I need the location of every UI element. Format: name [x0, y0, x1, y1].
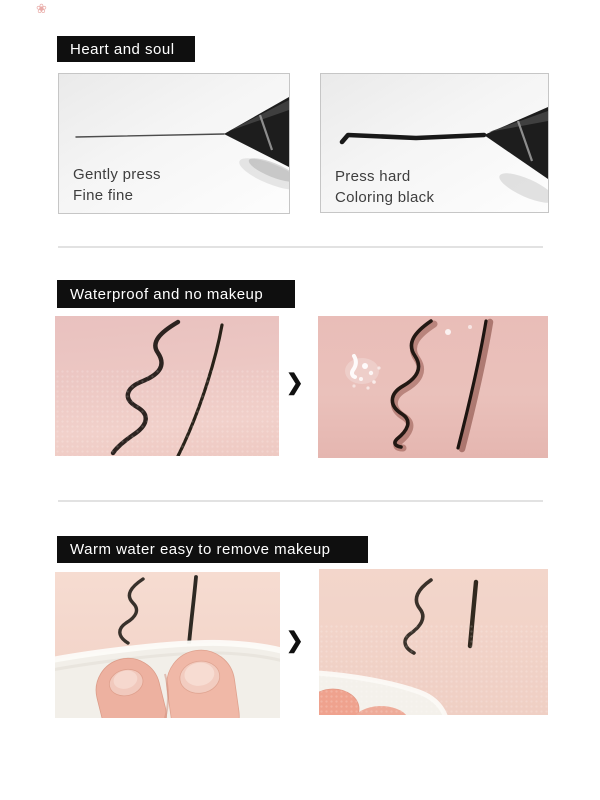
caption-line: Coloring black — [335, 189, 435, 206]
arrow-right-icon: ❯ — [286, 370, 304, 395]
section-header-removal: Warm water easy to remove makeup — [57, 536, 368, 563]
photo-removal-wiping — [55, 572, 280, 718]
caption-line: Press hard — [335, 168, 411, 185]
cotton-pad-corner-illustration — [319, 569, 548, 715]
arrow-right-icon: ❯ — [286, 628, 304, 653]
photo-removal-after — [319, 569, 548, 715]
watermark-icon: ❀ — [36, 1, 47, 16]
section-header-waterproof: Waterproof and no makeup — [57, 280, 295, 308]
section-divider — [58, 500, 543, 502]
caption-press-hard — [335, 166, 434, 208]
photo-gently-press — [58, 73, 290, 214]
caption-gently-press — [73, 164, 161, 206]
section-header-pen-pressure: Heart and soul — [57, 36, 195, 62]
eyeliner-swatch-wet-illustration — [318, 316, 548, 458]
cotton-pad-fingers-illustration — [55, 572, 280, 718]
photo-waterproof-after — [318, 316, 548, 458]
caption-line: Gently press — [73, 166, 161, 183]
eyeliner-swatch-dry-illustration — [55, 316, 279, 456]
photo-press-hard — [320, 73, 549, 213]
caption-line: Fine fine — [73, 187, 134, 204]
section-divider — [58, 246, 543, 248]
photo-waterproof-before — [55, 316, 279, 456]
